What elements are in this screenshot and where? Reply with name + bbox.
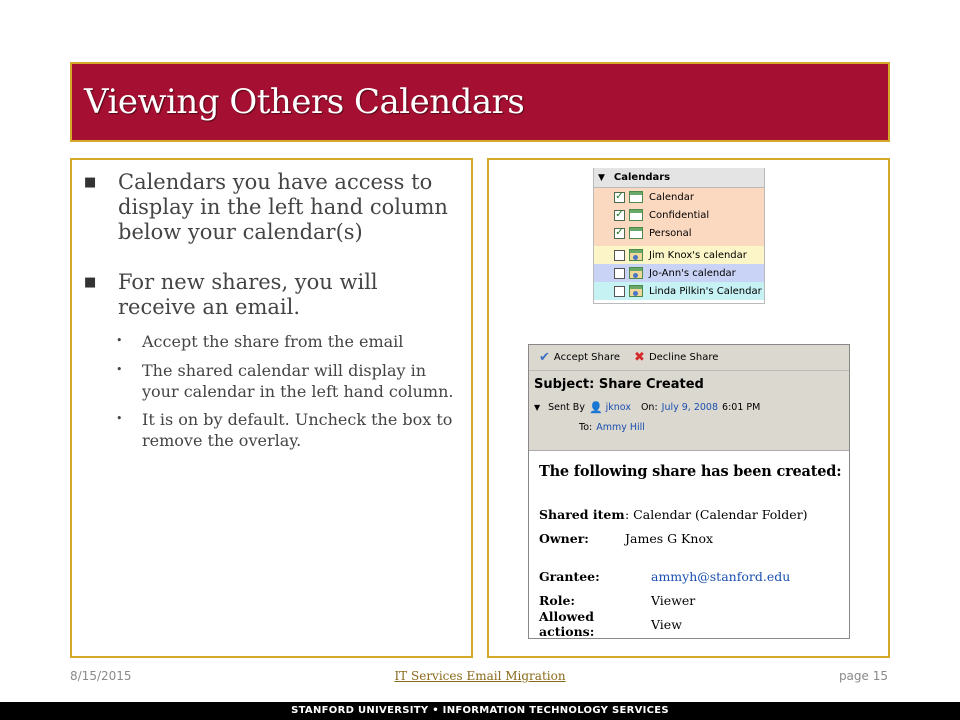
checkbox-checked-icon[interactable]: ✓: [615, 227, 624, 238]
allowed-actions-label: Allowed actions:: [539, 609, 595, 639]
calendar-label: Jo-Ann's calendar: [649, 267, 736, 279]
dot-bullet-icon: •: [116, 333, 123, 347]
shared-calendar-icon: [629, 285, 643, 297]
square-bullet-icon: ■: [84, 274, 97, 290]
recipient-link[interactable]: Ammy Hill: [596, 421, 645, 433]
calendars-header[interactable]: [594, 168, 764, 188]
page-number: page 15: [838, 669, 888, 683]
shared-calendar-icon: [629, 267, 643, 279]
owner-row: [539, 526, 849, 550]
shared-item-label: Shared item: [539, 506, 625, 522]
dot-bullet-icon: •: [116, 362, 123, 376]
sent-by-row: [534, 397, 849, 417]
calendar-label: Linda Pilkin's Calendar: [649, 285, 762, 297]
calendar-icon: [629, 227, 643, 239]
grantee-label: Grantee:: [539, 568, 600, 584]
decline-share-button[interactable]: [634, 350, 718, 365]
accept-share-button[interactable]: [539, 350, 620, 365]
accept-share-label: Accept Share: [553, 352, 621, 363]
email-header: [529, 371, 849, 451]
person-icon: 👤: [588, 400, 603, 414]
shared-calendar-icon: [629, 249, 643, 261]
allowed-actions-row: [539, 609, 849, 639]
calendar-item-confidential[interactable]: [594, 206, 764, 224]
square-bullet-icon: ■: [84, 175, 97, 190]
title-bar: [70, 62, 890, 142]
checkbox-checked-icon[interactable]: ✓: [615, 209, 624, 220]
checkbox-unchecked-icon[interactable]: [614, 268, 625, 279]
calendar-label: Jim Knox's calendar: [649, 249, 747, 261]
sub-bullet-text: It is on by default. Uncheck the box to remove the overlay.: [142, 410, 453, 451]
sub-bullet-text: The shared calendar will display in your calendar in the left hand column.: [142, 360, 454, 401]
role-value: Viewer: [651, 592, 696, 608]
sub-bullet-text: Accept the share from the email: [142, 331, 404, 351]
calendar-label: Personal: [649, 227, 692, 239]
calendar-item-jim-knox[interactable]: [594, 246, 764, 264]
bullet-calendars-access: [84, 170, 461, 246]
bullet-text: For new shares, you will receive an email.: [118, 269, 378, 319]
expand-triangle-icon[interactable]: ▼: [534, 402, 541, 412]
calendars-list: [593, 168, 765, 304]
collapse-triangle-icon[interactable]: ▼: [598, 172, 605, 183]
on-label: On:: [640, 401, 658, 413]
checkbox-checked-icon[interactable]: ✓: [615, 191, 624, 202]
calendar-item-linda-pilkin[interactable]: [594, 282, 764, 300]
sub-bullet: [116, 361, 461, 403]
shared-item-value: : Calendar (Calendar Folder): [625, 506, 808, 522]
sender-link[interactable]: jknox: [605, 401, 631, 413]
slide-title: Viewing Others Calendars: [84, 82, 525, 122]
email-subject: Subject: Share Created: [534, 377, 704, 392]
calendar-item-calendar[interactable]: [594, 188, 764, 206]
footer-title-link[interactable]: IT Services Email Migration: [394, 669, 566, 683]
bullet-text: Calendars you have access to display in the left hand column below your calendar(s): [118, 170, 448, 245]
university-strip: STANFORD UNIVERSITY • INFORMATION TECHNOLOGY SERVICES: [0, 702, 960, 720]
shared-item-row: [539, 502, 849, 526]
calendar-item-personal[interactable]: [594, 224, 764, 242]
to-row: [534, 417, 849, 437]
owner-value: James G Knox: [625, 530, 714, 546]
decline-share-label: Decline Share: [648, 352, 719, 363]
left-text-panel: [70, 158, 473, 658]
calendar-label: Confidential: [649, 209, 710, 221]
to-label: To:: [579, 421, 593, 433]
sent-time: 6:01 PM: [722, 401, 761, 413]
email-toolbar: [529, 345, 849, 371]
sub-bullet-list: [116, 332, 461, 452]
dot-bullet-icon: •: [116, 412, 123, 426]
grantee-row: [539, 564, 849, 588]
calendars-header-label: Calendars: [613, 172, 671, 183]
right-screenshot-panel: [487, 158, 890, 658]
sent-by-label: Sent By: [548, 401, 585, 413]
bullet-new-shares: [84, 270, 461, 320]
allowed-actions-value: View: [651, 616, 682, 632]
sub-bullet: [116, 410, 461, 452]
share-heading: The following share has been created:: [539, 463, 842, 480]
footer-date: 8/15/2015: [70, 669, 132, 683]
grantee-email-link[interactable]: ammyh@stanford.edu: [651, 568, 791, 584]
owner-label: Owner:: [539, 530, 589, 546]
sub-bullet: [116, 332, 461, 353]
x-icon: ✖: [634, 350, 645, 365]
calendar-icon: [629, 209, 643, 221]
checkbox-unchecked-icon[interactable]: [614, 250, 625, 261]
date-link[interactable]: July 9, 2008: [661, 401, 719, 413]
share-email: [528, 344, 850, 639]
email-body: [529, 451, 849, 639]
role-label: Role:: [539, 592, 576, 608]
calendar-icon: [629, 191, 643, 203]
checkmark-icon: ✔: [539, 350, 550, 365]
checkbox-unchecked-icon[interactable]: [614, 286, 625, 297]
calendar-item-jo-ann[interactable]: [594, 264, 764, 282]
calendar-label: Calendar: [649, 191, 694, 203]
